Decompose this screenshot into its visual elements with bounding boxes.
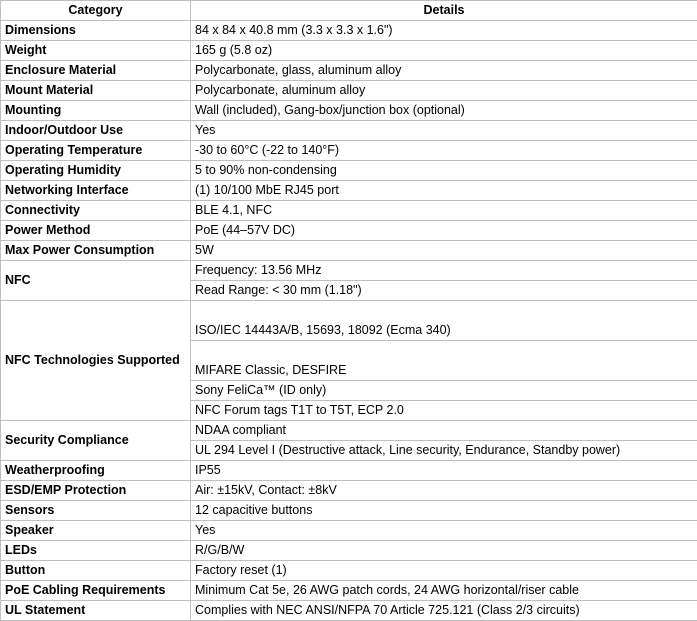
table-row — [1, 581, 697, 601]
table-row — [1, 601, 697, 621]
row-value: Read Range: < 30 mm (1.18") — [191, 281, 697, 301]
row-category: UL Statement — [1, 601, 191, 621]
table-row — [1, 181, 697, 201]
row-value: 5W — [191, 241, 697, 261]
row-value: BLE 4.1, NFC — [191, 201, 697, 221]
row-category: NFC — [1, 261, 191, 301]
table-row — [1, 121, 697, 141]
row-value: MIFARE Classic, DESFIRE — [191, 341, 697, 381]
table-row — [1, 141, 697, 161]
table-row — [1, 461, 697, 481]
table-row — [1, 481, 697, 501]
table-row — [1, 521, 697, 541]
row-value: Complies with NEC ANSI/NFPA 70 Article 725.121 (Class 2/3 circuits) — [191, 601, 697, 621]
row-category: Dimensions — [1, 21, 191, 41]
row-category: Operating Humidity — [1, 161, 191, 181]
header-row — [1, 1, 697, 21]
row-category: Weight — [1, 41, 191, 61]
row-value: Polycarbonate, glass, aluminum alloy — [191, 61, 697, 81]
table-row — [1, 41, 697, 61]
table-row — [1, 561, 697, 581]
table-row — [1, 21, 697, 41]
row-category: ESD/EMP Protection — [1, 481, 191, 501]
row-category: Max Power Consumption — [1, 241, 191, 261]
row-value: UL 294 Level I (Destructive attack, Line security, Endurance, Standby power) — [191, 441, 697, 461]
row-value: Minimum Cat 5e, 26 AWG patch cords, 24 AWG horizontal/riser cable — [191, 581, 697, 601]
table-row — [1, 241, 697, 261]
row-value: IP55 — [191, 461, 697, 481]
table-row — [1, 221, 697, 241]
table-row — [1, 201, 697, 221]
row-value: Air: ±15kV, Contact: ±8kV — [191, 481, 697, 501]
table-row — [1, 261, 697, 281]
table-row — [1, 61, 697, 81]
table-row — [1, 101, 697, 121]
row-category: Speaker — [1, 521, 191, 541]
table-row — [1, 161, 697, 181]
row-value: PoE (44–57V DC) — [191, 221, 697, 241]
row-value: Wall (included), Gang-box/junction box (optional) — [191, 101, 697, 121]
row-value: Yes — [191, 521, 697, 541]
table-row — [1, 301, 697, 341]
row-value: 12 capacitive buttons — [191, 501, 697, 521]
header-details: Details — [191, 1, 697, 21]
row-value: Frequency: 13.56 MHz — [191, 261, 697, 281]
row-value: R/G/B/W — [191, 541, 697, 561]
table-row — [1, 541, 697, 561]
row-value: (1) 10/100 MbE RJ45 port — [191, 181, 697, 201]
row-category: Connectivity — [1, 201, 191, 221]
row-category: Enclosure Material — [1, 61, 191, 81]
row-category: Mounting — [1, 101, 191, 121]
row-category: Operating Temperature — [1, 141, 191, 161]
row-category: Networking Interface — [1, 181, 191, 201]
row-value: 5 to 90% non-condensing — [191, 161, 697, 181]
row-value: 165 g (5.8 oz) — [191, 41, 697, 61]
row-value: Factory reset (1) — [191, 561, 697, 581]
row-category: Sensors — [1, 501, 191, 521]
row-category: LEDs — [1, 541, 191, 561]
row-category: PoE Cabling Requirements — [1, 581, 191, 601]
row-value: ISO/IEC 14443A/B, 15693, 18092 (Ecma 340) — [191, 301, 697, 341]
row-value: NFC Forum tags T1T to T5T, ECP 2.0 — [191, 401, 697, 421]
row-category: Weatherproofing — [1, 461, 191, 481]
row-value: Sony FeliCa™ (ID only) — [191, 381, 697, 401]
table-row — [1, 81, 697, 101]
row-value: 84 x 84 x 40.8 mm (3.3 x 3.3 x 1.6") — [191, 21, 697, 41]
table-row — [1, 501, 697, 521]
row-value: NDAA compliant — [191, 421, 697, 441]
row-category: Indoor/Outdoor Use — [1, 121, 191, 141]
table-row — [1, 421, 697, 441]
row-category: Power Method — [1, 221, 191, 241]
header-category: Category — [1, 1, 191, 21]
row-category: Security Compliance — [1, 421, 191, 461]
row-value: Yes — [191, 121, 697, 141]
row-value: Polycarbonate, aluminum alloy — [191, 81, 697, 101]
row-value: -30 to 60°C (-22 to 140°F) — [191, 141, 697, 161]
row-category: NFC Technologies Supported — [1, 301, 191, 421]
row-category: Button — [1, 561, 191, 581]
row-category: Mount Material — [1, 81, 191, 101]
